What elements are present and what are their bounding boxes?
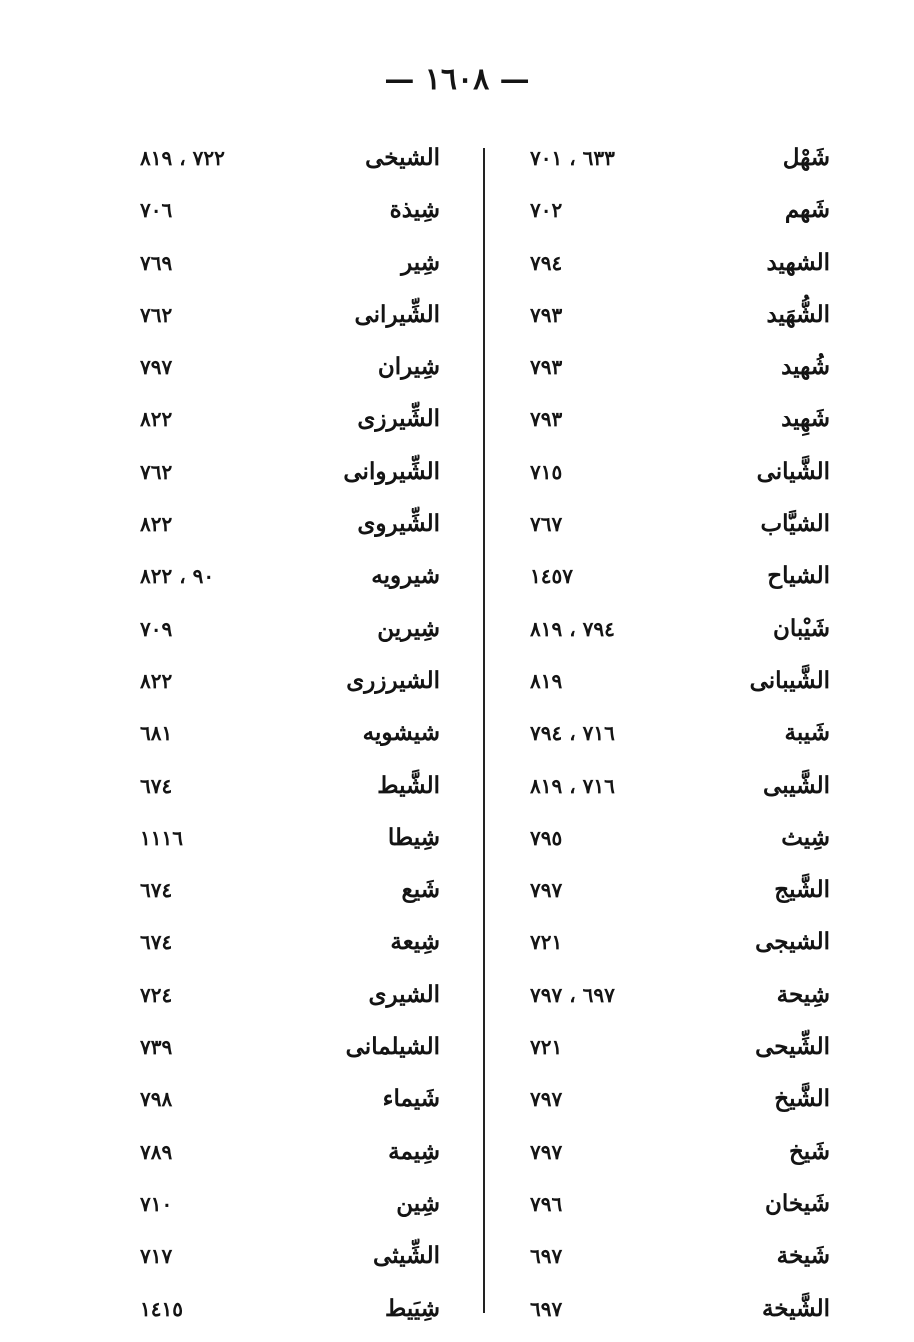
index-entry bbox=[140, 1128, 440, 1180]
index-entry bbox=[530, 605, 830, 657]
index-entry bbox=[530, 186, 830, 238]
entry-pages: ٦٧٤ bbox=[140, 930, 173, 955]
entry-pages: ٧٩٣ bbox=[530, 355, 563, 380]
entry-name: شِيَيط bbox=[385, 1294, 440, 1322]
entry-name: شَيبة bbox=[784, 719, 830, 747]
index-entry bbox=[140, 239, 440, 291]
entry-pages: ٧٠٩ bbox=[140, 616, 173, 641]
index-entry bbox=[140, 552, 440, 604]
index-entry bbox=[140, 657, 440, 709]
entry-pages: ٧١٠ bbox=[140, 1191, 173, 1216]
entry-name: شَيخ bbox=[788, 1137, 830, 1165]
entry-name: شَيخان bbox=[765, 1189, 830, 1217]
entry-name: الشَّيبانى bbox=[749, 666, 830, 694]
index-entry bbox=[530, 500, 830, 552]
entry-pages: ٦٩٧ bbox=[530, 1296, 563, 1321]
index-entry bbox=[140, 1180, 440, 1232]
entry-name: شُهيد bbox=[781, 353, 830, 381]
index-entry bbox=[140, 709, 440, 761]
entry-pages: ٧٦٧ bbox=[530, 512, 563, 537]
entry-name: شِيمة bbox=[388, 1137, 440, 1165]
entry-name: الشَّيط bbox=[377, 771, 440, 799]
entry-name: شِير bbox=[401, 248, 440, 276]
entry-name: شَهِيد bbox=[781, 405, 830, 433]
entry-pages: ٧٩٤ ، ٨١٩ bbox=[530, 616, 615, 641]
entry-pages: ٧٩٦ bbox=[530, 1191, 563, 1216]
entry-pages: ٧٩٧ bbox=[140, 355, 173, 380]
entry-pages: ٧١٥ bbox=[530, 459, 563, 484]
entry-pages: ٧٢٤ bbox=[140, 982, 173, 1007]
entry-name: الشيرزرى bbox=[346, 666, 440, 694]
index-entry bbox=[530, 918, 830, 970]
entry-name: الشيرى bbox=[368, 980, 440, 1008]
entry-pages: ٧٠٦ bbox=[140, 198, 173, 223]
page-number: — ١٦٠٨ — bbox=[384, 62, 530, 97]
index-entry bbox=[140, 814, 440, 866]
index-entry bbox=[140, 1232, 440, 1284]
entry-name: الشِّيحى bbox=[755, 1033, 830, 1061]
entry-pages: ٦٧٤ bbox=[140, 773, 173, 798]
index-entry bbox=[530, 709, 830, 761]
index-entry bbox=[140, 343, 440, 395]
entry-pages: ٦٣٣ ، ٧٠١ bbox=[530, 146, 615, 170]
index-entry bbox=[530, 552, 830, 604]
index-entry bbox=[140, 866, 440, 918]
index-entry bbox=[140, 918, 440, 970]
index-entry bbox=[530, 395, 830, 447]
entry-pages: ١٤١٥ bbox=[140, 1296, 183, 1321]
index-entry bbox=[140, 1285, 440, 1337]
index-entry bbox=[140, 134, 440, 186]
entry-name: شَيخة bbox=[776, 1242, 830, 1270]
entry-pages: ٧٩٧ bbox=[530, 1139, 563, 1164]
index-entry bbox=[140, 1075, 440, 1127]
entry-name: الشياح bbox=[767, 562, 830, 590]
entry-name: الشَّيخ bbox=[774, 1085, 830, 1113]
left-column bbox=[140, 134, 440, 1337]
index-entry bbox=[530, 448, 830, 500]
entry-pages: ٧١٧ bbox=[140, 1244, 173, 1269]
index-entry bbox=[530, 1180, 830, 1232]
entry-pages: ٦٧٤ bbox=[140, 878, 173, 903]
entry-pages: ٨٢٢ bbox=[140, 668, 173, 693]
index-entry bbox=[530, 971, 830, 1023]
entry-pages: ٧٩٥ bbox=[530, 825, 563, 850]
entry-pages: ٧٩٣ bbox=[530, 407, 563, 432]
entry-pages: ٦٩٧ ، ٧٩٧ bbox=[530, 982, 615, 1007]
entry-name: شَهم bbox=[784, 196, 830, 224]
index-entry bbox=[140, 1023, 440, 1075]
entry-name: شيشويه bbox=[362, 719, 440, 747]
right-column bbox=[530, 134, 830, 1337]
entry-name: الشِّيثى bbox=[373, 1242, 440, 1270]
entry-pages: ٧٩٨ bbox=[140, 1087, 173, 1112]
index-entry bbox=[530, 1075, 830, 1127]
index-entry bbox=[530, 866, 830, 918]
entry-pages: ٨٢٢ bbox=[140, 512, 173, 537]
entry-name: الشِّيرانى bbox=[354, 300, 440, 328]
entry-name: شِيطا bbox=[387, 823, 440, 851]
entry-name: شِيذة bbox=[389, 196, 440, 224]
entry-pages: ٦٩٧ bbox=[530, 1244, 563, 1269]
entry-pages: ١٤٥٧ bbox=[530, 564, 573, 589]
entry-name: الشِّيرزى bbox=[357, 405, 440, 433]
entry-name: الشَّيج bbox=[774, 876, 830, 904]
entry-pages: ٧٩٧ bbox=[530, 1087, 563, 1112]
index-entry bbox=[140, 762, 440, 814]
entry-pages: ٧٦٩ bbox=[140, 250, 173, 275]
index-entry bbox=[530, 291, 830, 343]
entry-name: الشيلمانى bbox=[345, 1033, 440, 1061]
entry-pages: ٧٢٢ ، ٨١٩ bbox=[140, 146, 225, 170]
column-divider bbox=[483, 148, 485, 1313]
index-entry bbox=[530, 657, 830, 709]
entry-pages: ٧٩٧ bbox=[530, 878, 563, 903]
entry-name: شِيث bbox=[781, 823, 830, 851]
entry-pages: ٧٠٢ bbox=[530, 198, 563, 223]
entry-name: الشَّيبى bbox=[763, 771, 830, 799]
entry-name: الشِّيروانى bbox=[343, 457, 440, 485]
entry-pages: ٩٠ ، ٨٢٢ bbox=[140, 564, 215, 589]
entry-name: شَهْل bbox=[782, 144, 830, 171]
entry-name: شَيع bbox=[401, 876, 440, 904]
index-entry bbox=[530, 1023, 830, 1075]
entry-name: الشهيد bbox=[766, 248, 830, 276]
index-entry bbox=[140, 186, 440, 238]
entry-name: الشيخى bbox=[365, 144, 440, 171]
entry-pages: ٧٦٢ bbox=[140, 302, 173, 327]
entry-pages: ٧١٦ ، ٧٩٤ bbox=[530, 721, 615, 746]
index-entry bbox=[530, 239, 830, 291]
entry-pages: ٨٢٢ bbox=[140, 407, 173, 432]
entry-name: الشَّيخة bbox=[761, 1294, 830, 1322]
index-entry bbox=[140, 448, 440, 500]
entry-pages: ٨١٩ bbox=[530, 668, 563, 693]
index-entry bbox=[530, 1232, 830, 1284]
entry-name: شِين bbox=[396, 1189, 440, 1217]
index-entry bbox=[530, 814, 830, 866]
index-entry bbox=[530, 134, 830, 186]
entry-name: شِيرين bbox=[377, 614, 440, 642]
entry-pages: ٦٨١ bbox=[140, 721, 173, 746]
entry-pages: ٧٢١ bbox=[530, 930, 563, 955]
entry-name: شِيحة bbox=[776, 980, 830, 1008]
index-entry bbox=[530, 1128, 830, 1180]
entry-pages: ١١١٦ bbox=[140, 825, 183, 850]
index-entry bbox=[140, 605, 440, 657]
entry-pages: ٧٩٤ bbox=[530, 250, 563, 275]
entry-name: الشُّهَيد bbox=[766, 300, 830, 328]
index-entry bbox=[140, 291, 440, 343]
index-entry bbox=[140, 500, 440, 552]
entry-pages: ٧٢١ bbox=[530, 1035, 563, 1060]
index-entry bbox=[530, 762, 830, 814]
entry-pages: ٧٣٩ bbox=[140, 1035, 173, 1060]
entry-pages: ٧٨٩ bbox=[140, 1139, 173, 1164]
entry-name: الشيَّاب bbox=[760, 510, 830, 538]
entry-name: شَيماء bbox=[382, 1085, 440, 1113]
entry-name: شِيران bbox=[377, 353, 440, 381]
entry-pages: ٧٦٢ bbox=[140, 459, 173, 484]
entry-pages: ٧١٦ ، ٨١٩ bbox=[530, 773, 615, 798]
entry-name: شيرويه bbox=[371, 562, 440, 590]
entry-pages: ٧٩٣ bbox=[530, 302, 563, 327]
entry-name: شِيعة bbox=[390, 928, 440, 956]
entry-name: الشَّيانى bbox=[756, 457, 830, 485]
entry-name: شَيْبان bbox=[772, 614, 830, 642]
index-entry bbox=[530, 1285, 830, 1337]
entry-name: الشِّيروى bbox=[357, 510, 440, 538]
index-entry bbox=[530, 343, 830, 395]
entry-name: الشيجى bbox=[755, 928, 830, 956]
index-entry bbox=[140, 971, 440, 1023]
index-entry bbox=[140, 395, 440, 447]
